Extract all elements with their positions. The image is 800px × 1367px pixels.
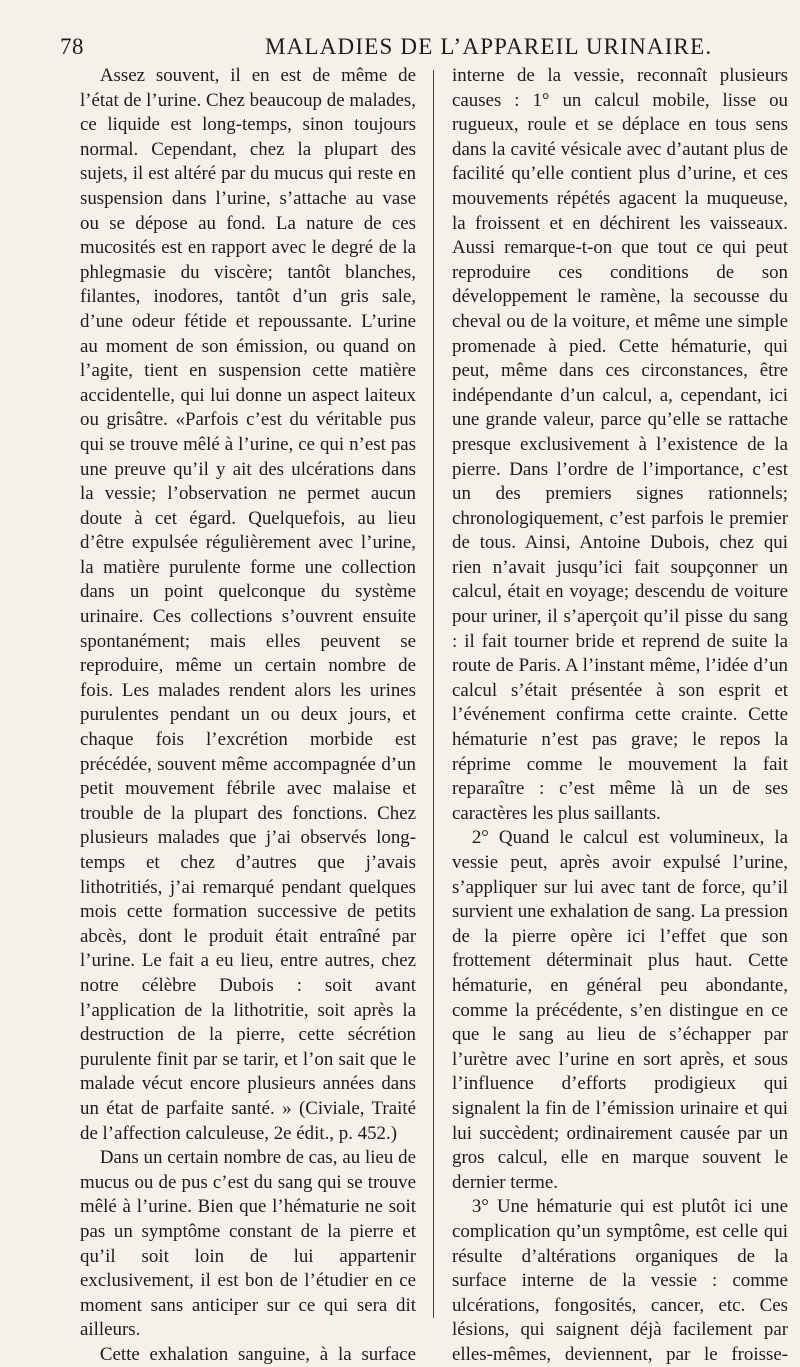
page-header — [60, 34, 790, 64]
paragraph: interne de la vessie, reconnaît plusieurs causes : 1° un calcul mobile, lisse ou rugueux, roule et se déplace en tous sens dans la cavité vésicale avec d’autant plus de facilité qu’elle contient plus d’urine, et ces mouvements répétés agacent la muqueuse, la froissent et en déchirent les vaisseaux. Aussi remarque-t-on que tout ce qui peut reproduire ces conditions de son développement le ramène, la secousse du cheval ou de la voiture, et même une simple promenade à pied. Cette hématurie, qui peut, même dans ces circonstances, être indépendante d’un calcul, a, cependant, ici une grande valeur, parce qu’elle se rattache presque exclusivement à l’existence de la pierre. Dans l’ordre de l’importance, c’est un des premiers signes rationnels; chronologiquement, c’est parfois le premier de tous. Ainsi, Antoine Dubois, chez qui rien n’avait jusqu’ici fait soupçonner un calcul, était en voyage; descendu de voiture pour uriner, il s’aperçoit qu’il pisse du sang : il fait tourner bride et reprend de suite la route de Paris. A l’instant même, l’idée d’un calcul s’était présentée à son esprit et l’événement confirma cette crainte. Cette hématurie n’est pas grave; le repos la réprime comme le mouvement la fait reparaître : c’est même là un de ses caractères les plus saillants. — [452, 65, 788, 824]
page-number: 78 — [60, 34, 84, 59]
running-title: MALADIES DE L’APPAREIL URINAIRE. — [265, 34, 713, 59]
paragraph: Cette exhalation sanguine, à la surface — [99, 1343, 416, 1365]
right-column — [452, 64, 788, 1367]
column-divider — [433, 70, 434, 1318]
paragraph: Dans un certain nombre de cas, au lieu de mucus ou de pus c’est du sang qui se trouve mêlé à l’urine. Bien que l’hématurie ne soit pas un symptôme constant de la pierre et qu’il soit loin de lui appartenir exclusivement, il est bon de l’étudier en ce moment sans anticiper sur ce qui sera dit ailleurs. — [80, 1147, 416, 1341]
left-column — [80, 64, 416, 1367]
paragraph: 2° Quand le calcul est volumineux, la vessie peut, après avoir expulsé l’urine, s’appliquer sur lui avec tant de force, qu’il survient une exhalation de sang. La pression de la pierre opère ici l’effet que son frottement déterminait plus haut. Cette hématurie, en général peu abondante, comme la précédente, s’en distingue en ce que le sang au lieu de s’échapper par l’urètre avec l’urine en sort après, et sous l’influence d’efforts prodigieux qui signalent la fin de l’émission urinaire et qui lui succèdent; ordinairement causée par un gros calcul, elle en marque souvent le dernier terme. — [452, 827, 788, 1193]
paragraph: 3° Une hématurie qui est plutôt ici une complication qu’un symptôme, est celle qui résulte d’altérations organiques de la surface interne de la vessie : comme ulcérations, fongosités, cancer, etc. Ces lésions, qui saignent déjà facilement par elles-mêmes, deviennent, par le froisse- — [452, 1196, 788, 1365]
paragraph: Assez souvent, il en est de même de l’état de l’urine. Chez beaucoup de malades, ce liquide est long-temps, sinon toujours normal. Cependant, chez la plupart des sujets, il est altéré par du mucus qui reste en suspension dans l’urine, s’attache au vase ou se dépose au fond. La nature de ces mucosités est en rapport avec le degré de la phlegmasie du viscère; tantôt blanches, filantes, inodores, tantôt d’un gris sale, d’une odeur fétide et repoussante. L’urine au moment de son émission, ou quand on l’agite, tient en suspension cette matière accidentelle, qui lui donne un aspect laiteux ou grisâtre. «Parfois c’est du véritable pus qui se trouve mêlé à l’urine, ce qui n’est pas une preuve qu’il y ait des ulcérations dans la vessie; l’observation ne permet aucun doute à cet égard. Quelquefois, au lieu d’être expulsée régulièrement avec l’urine, la matière purulente forme une collection dans un point quelconque du système urinaire. Ces collections s’ouvrent ensuite spontanément; mais elles peuvent se reproduire, même un certain nombre de fois. Les malades rendent alors les urines purulentes pendant un ou deux jours, et chaque fois l’excrétion morbide est précédée, souvent même accompagnée d’un petit mouvement fébrile avec malaise et trouble de la plupart des fonctions. Chez plusieurs malades que j’ai observés long-temps et chez d’autres que j’avais lithotritiés, j’ai remarqué pendant quelques mois cette formation successive de petits abcès, dont le produit était entraîné par l’urine. Le fait a eu lieu, entre autres, chez notre célèbre Dubois : soit avant l’application de la lithotritie, soit après la destruction de la pierre, cette sécrétion purulente finit par se tarir, et l’on sait que le malade vécut encore plusieurs années dans un état de parfaite santé. » (Civiale, Traité de l’affection calculeuse, 2e édit., p. 452.) — [80, 65, 416, 1144]
